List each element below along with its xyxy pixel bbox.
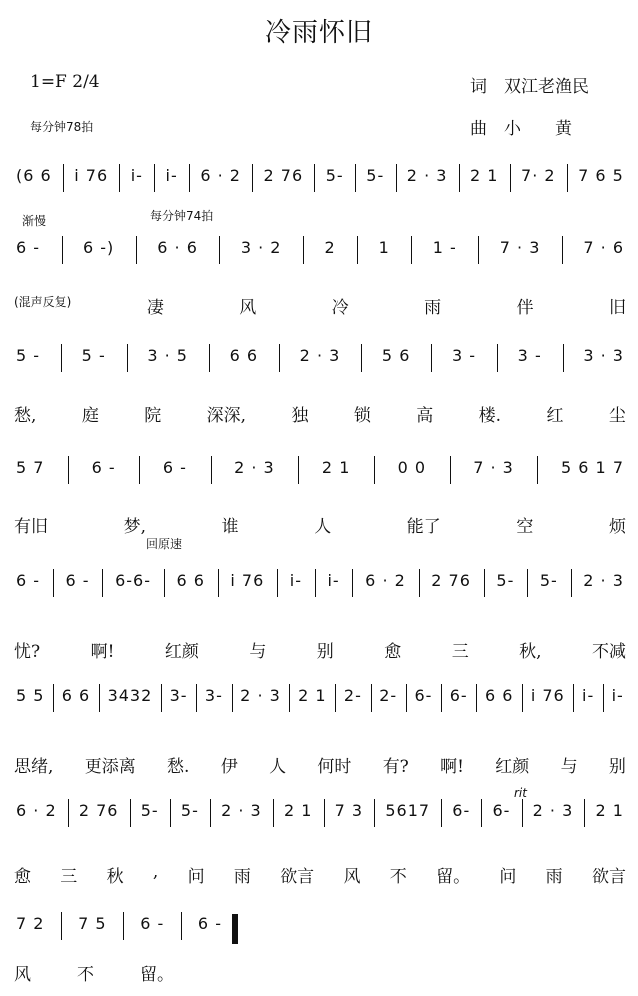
measure: i-: [289, 571, 302, 590]
measure: 2 1: [298, 686, 327, 705]
measure: 0 0: [397, 458, 427, 477]
barline: [537, 456, 538, 484]
score-line: [14, 908, 626, 944]
score-line: [14, 795, 626, 831]
lyric-word: 啊!: [90, 642, 115, 662]
measure: 6-6-: [115, 571, 151, 590]
measure: 6 · 2: [16, 801, 57, 820]
lyric-line: [14, 293, 626, 318]
song-title: 冷雨怀旧: [264, 18, 373, 48]
measure: 6-: [452, 801, 471, 820]
score-line: [14, 232, 626, 268]
barline: [102, 569, 103, 597]
measure-group: [14, 458, 626, 477]
measure: 2: [324, 238, 336, 257]
lyric-word: 伴: [516, 298, 534, 318]
lyric-word: 独: [291, 406, 309, 426]
measure: i 76: [230, 571, 265, 590]
barline: [53, 684, 54, 712]
barline: [481, 799, 482, 827]
measure: 3 · 3: [583, 346, 624, 365]
lyric-word: 何时: [317, 757, 352, 777]
barline: [277, 569, 278, 597]
lyric-word: 留。: [140, 965, 174, 985]
lyric-word: 雨: [545, 867, 563, 887]
measure: i 76: [530, 686, 565, 705]
lyric-word: 别: [316, 642, 334, 662]
measure: 6 · 2: [365, 571, 406, 590]
barline: [273, 799, 274, 827]
measure: 5 5: [16, 686, 45, 705]
barline: [522, 684, 523, 712]
lyric-word: 有旧: [14, 517, 48, 537]
measure: 5-: [325, 166, 344, 185]
barline: [196, 684, 197, 712]
tempo-a-tempo: 回原速: [146, 537, 183, 551]
measure: 7 5: [78, 914, 107, 933]
lyric-word: 锁: [353, 406, 371, 426]
barline: [232, 684, 233, 712]
measure: 3432: [107, 686, 153, 705]
measure: 6 6: [61, 686, 91, 705]
measure: 7 2: [16, 914, 45, 933]
lyric-word: 有?: [382, 757, 409, 777]
barline: [303, 236, 304, 264]
lyric-word: 风: [239, 298, 257, 318]
measure: 5-: [539, 571, 558, 590]
measure: 5 -: [16, 346, 41, 365]
barline: [522, 799, 523, 827]
barline: [127, 344, 128, 372]
measure: 2 76: [431, 571, 471, 590]
lyric-word: 愈: [14, 867, 31, 887]
barline: [119, 164, 120, 192]
measure: 6 -: [197, 914, 222, 933]
barline: [374, 456, 375, 484]
measure: 5 -: [81, 346, 106, 365]
barline: [603, 684, 604, 712]
lyric-word: 与: [560, 757, 578, 777]
measure: 2 76: [263, 166, 304, 185]
barline: [123, 912, 124, 940]
measure: 1: [378, 238, 390, 257]
barline: [53, 569, 54, 597]
measure: 3-: [204, 686, 223, 705]
barline: [497, 344, 498, 372]
measure: 6 6: [485, 686, 514, 705]
barline: [279, 344, 280, 372]
lyric-word: 人: [314, 517, 332, 537]
measure: 5-: [366, 166, 385, 185]
lyric-word: 更添离: [84, 757, 136, 777]
measure: (6 6: [16, 166, 52, 185]
measure: i-: [130, 166, 143, 185]
measure: 3 · 2: [240, 238, 282, 257]
barline: [352, 569, 353, 597]
measure: 5-: [180, 801, 199, 820]
barline: [411, 236, 412, 264]
lyric-word: 冷: [331, 298, 349, 318]
measure: 2 · 3: [406, 166, 448, 185]
measure-group: [14, 166, 626, 185]
barline: [61, 912, 62, 940]
score-line: [14, 160, 626, 196]
barline: [396, 164, 397, 192]
measure: 5 6 1 7: [561, 458, 624, 477]
lyric-word: 风: [14, 965, 31, 985]
measure: 2-: [343, 686, 362, 705]
measure: 2 · 3: [299, 346, 341, 365]
measure-group: [14, 571, 626, 590]
lyric-word: 谁: [221, 517, 239, 537]
measure: 6-: [492, 801, 511, 820]
barline: [170, 799, 171, 827]
barline: [315, 569, 316, 597]
measure-group: [14, 346, 626, 365]
measure: 6 6: [176, 571, 205, 590]
barline: [211, 456, 212, 484]
barline: [218, 569, 219, 597]
tempo-slowing: 渐慢: [22, 214, 47, 228]
lyric-word: 不减: [592, 642, 626, 662]
barline: [459, 164, 460, 192]
measure: 5-: [496, 571, 515, 590]
barline: [441, 799, 442, 827]
barline: [431, 344, 432, 372]
barline: [63, 164, 64, 192]
lyric-word: 空: [516, 517, 534, 537]
lyric-word: 留。: [436, 867, 471, 887]
barline: [189, 164, 190, 192]
final-barline: [232, 914, 238, 944]
lyric-word: 不: [389, 867, 407, 887]
lyric-word: 三: [60, 867, 78, 887]
measure: 6 -: [16, 238, 41, 257]
barline: [61, 344, 62, 372]
measure-group: [14, 801, 626, 820]
barline: [355, 164, 356, 192]
barline: [361, 344, 362, 372]
lyric-word: (混声反复): [14, 295, 72, 309]
lyric-line: [14, 401, 626, 426]
lyric-word: 烦: [608, 517, 626, 537]
lyric-word: 人: [269, 757, 287, 777]
measure: i-: [611, 686, 624, 705]
lyric-word: 雨: [233, 867, 251, 887]
lyric-word: 雨: [424, 298, 442, 318]
barline: [441, 684, 442, 712]
measure: 2 · 3: [583, 571, 624, 590]
lyric-line: [14, 862, 626, 887]
barline: [335, 684, 336, 712]
lyric-word: 愁,: [14, 406, 37, 426]
barline: [419, 569, 420, 597]
composer: 曲 小 黄: [470, 119, 572, 139]
barline: [374, 799, 375, 827]
lyric-word: 问: [499, 867, 517, 887]
measure: 6-: [414, 686, 433, 705]
barline: [181, 912, 182, 940]
barline: [371, 684, 372, 712]
measure: 2 1: [470, 166, 499, 185]
measure-group: [14, 238, 626, 257]
measure: 6 -: [162, 458, 187, 477]
barline: [298, 456, 299, 484]
measure: 6 -): [83, 238, 115, 257]
lyric-word: 欲言: [280, 867, 315, 887]
barline: [527, 569, 528, 597]
barline: [584, 799, 585, 827]
barline: [324, 799, 325, 827]
measure: 6 6: [229, 346, 259, 365]
barline: [563, 344, 564, 372]
lyric-word: 欲言: [591, 867, 626, 887]
barline: [571, 569, 572, 597]
barline: [219, 236, 220, 264]
barline: [406, 684, 407, 712]
measure: 7 · 3: [499, 238, 541, 257]
measure: 2 · 3: [234, 458, 275, 477]
measure: 1 -: [432, 238, 457, 257]
barline: [357, 236, 358, 264]
measure: 3-: [169, 686, 188, 705]
measure: 5-: [140, 801, 159, 820]
barline: [99, 684, 100, 712]
measure: 2 1: [283, 801, 313, 820]
measure: 2 1: [595, 801, 624, 820]
measure: 2 · 3: [532, 801, 574, 820]
lyric-word: 红颜: [164, 642, 199, 662]
barline: [476, 684, 477, 712]
score-line: [14, 565, 626, 601]
barline: [478, 236, 479, 264]
barline: [130, 799, 131, 827]
barline: [154, 164, 155, 192]
measure: 6 -: [65, 571, 90, 590]
barline: [209, 344, 210, 372]
lyric-word: 思绪,: [14, 757, 54, 777]
lyric-line: [14, 637, 626, 662]
measure: 6 -: [16, 571, 41, 590]
key-signature: 1=F 2/4: [30, 72, 100, 92]
measure: 3 -: [452, 346, 477, 365]
measure: i-: [582, 686, 595, 705]
lyric-word: 红: [546, 406, 564, 426]
lyric-word: 伊: [220, 757, 238, 777]
lyric-line: [14, 512, 626, 537]
lyric-word: 三: [451, 642, 469, 662]
barline: [510, 164, 511, 192]
lyricist: 词 双江老渔民: [470, 77, 589, 97]
measure: i-: [327, 571, 340, 590]
measure: 7· 2: [521, 166, 556, 185]
score-line: [14, 680, 626, 716]
barline: [68, 456, 69, 484]
measure: 7 3: [334, 801, 364, 820]
measure: 2 · 3: [240, 686, 281, 705]
barline: [314, 164, 315, 192]
measure: 5617: [385, 801, 431, 820]
barline: [161, 684, 162, 712]
barline: [567, 164, 568, 192]
lyric-word: 尘: [608, 406, 626, 426]
lyric-word: 高: [416, 406, 434, 426]
measure: 7 6 5: [578, 166, 624, 185]
lyric-word: 梦,: [123, 517, 146, 537]
barline: [252, 164, 253, 192]
barline: [573, 684, 574, 712]
lyric-word: 愁.: [167, 757, 190, 777]
lyric-word: 愈: [384, 642, 402, 662]
barline: [136, 236, 137, 264]
lyric-word: 凄: [146, 298, 164, 318]
measure-group: [14, 686, 626, 705]
lyric-word: 问: [187, 867, 205, 887]
barline: [562, 236, 563, 264]
barline: [62, 236, 63, 264]
measure-group: [14, 914, 224, 933]
score-line: [14, 452, 626, 488]
lyric-word: 不: [77, 965, 94, 985]
lyric-word: ,: [152, 862, 159, 882]
score-line: [14, 340, 626, 376]
measure: i 76: [74, 166, 109, 185]
measure: 6-: [449, 686, 468, 705]
measure: 6 · 6: [157, 238, 198, 257]
measure: 7 · 3: [473, 458, 514, 477]
lyric-word: 风: [343, 867, 361, 887]
measure: 5 6: [381, 346, 411, 365]
lyric-word: 旧: [609, 298, 626, 318]
initial-tempo: 每分钟78拍: [30, 120, 94, 134]
lyric-line: [14, 960, 174, 985]
lyric-word: 红颜: [495, 757, 530, 777]
measure: 6 -: [140, 914, 165, 933]
lyric-word: 秋: [106, 867, 124, 887]
barline: [68, 799, 69, 827]
measure: 3 -: [517, 346, 542, 365]
barline: [289, 684, 290, 712]
lyric-word: 深深,: [206, 406, 247, 426]
measure: 6 · 2: [200, 166, 241, 185]
lyric-word: 院: [144, 406, 162, 426]
measure: 5 7: [16, 458, 45, 477]
measure: 2 76: [78, 801, 119, 820]
measure: 2 · 3: [221, 801, 262, 820]
lyric-word: 啊!: [440, 757, 464, 777]
measure: i-: [165, 166, 178, 185]
lyric-word: 庭: [81, 406, 99, 426]
measure: 6 -: [91, 458, 116, 477]
measure: 3 · 5: [147, 346, 188, 365]
lyric-word: 忧?: [14, 642, 41, 662]
tempo-74: 每分钟74拍: [150, 209, 214, 223]
measure: 2-: [379, 686, 398, 705]
lyric-word: 秋,: [519, 642, 542, 662]
lyric-word: 与: [249, 642, 267, 662]
measure: 7 · 6: [583, 238, 624, 257]
measure: 2 1: [321, 458, 351, 477]
barline: [450, 456, 451, 484]
lyric-line: [14, 752, 626, 777]
lyric-word: 别: [608, 757, 626, 777]
lyric-word: 能了: [406, 517, 441, 537]
lyric-word: 楼.: [478, 406, 502, 426]
tempo-rit: rit: [514, 786, 527, 800]
barline: [484, 569, 485, 597]
barline: [164, 569, 165, 597]
barline: [139, 456, 140, 484]
barline: [210, 799, 211, 827]
